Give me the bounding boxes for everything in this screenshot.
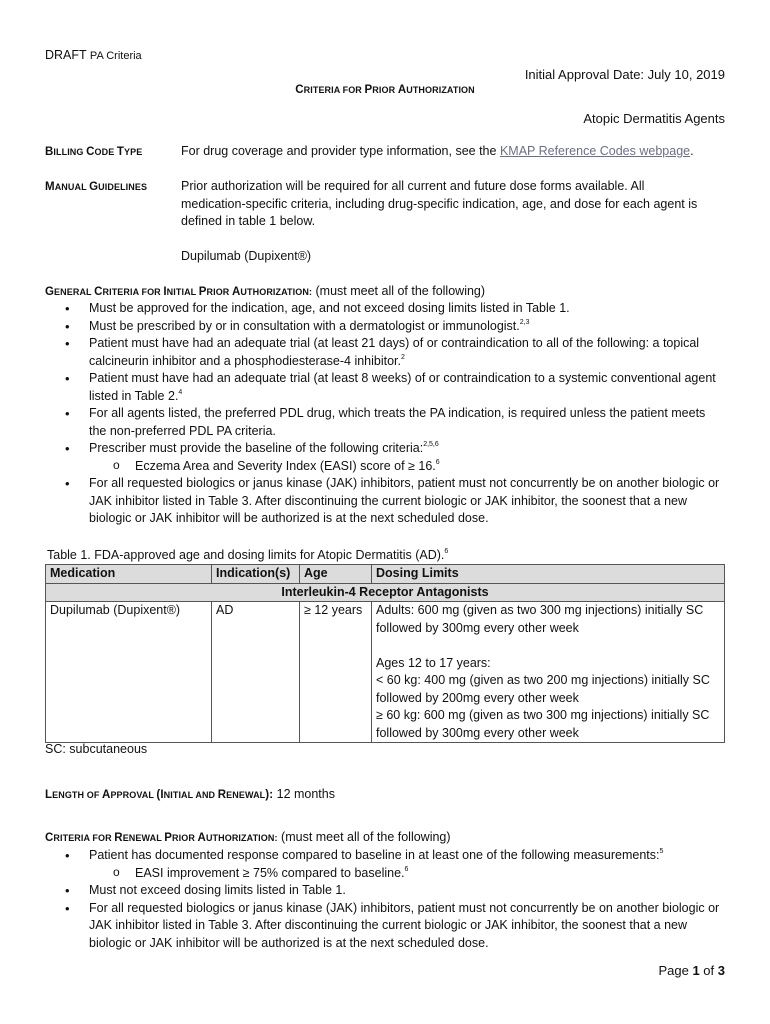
general-criteria-heading: GENERAL CRITERIA FOR INITIAL PRIOR AUTHORIZATION: (must meet all of the following)	[45, 284, 486, 298]
header-age: Age	[300, 565, 372, 584]
list-item: • Patient must have had an adequate trial (at least 8 weeks) of or contraindication to a systemic conventional agent listed in Table 2.$^4$	[45, 370, 725, 405]
page-number: Page 1 of 3	[658, 963, 725, 978]
kmap-reference-link[interactable]: KMAP Reference Codes webpage	[499, 144, 691, 158]
list-item: • For all agents listed, the preferred PDL drug, which treats the PA indication, is required unless the patient meets the non-preferred PDL PA criteria.	[45, 405, 725, 440]
table1-caption: Table 1. FDA-approved age and dosing limits for Atopic Dermatitis (AD).$^6$	[47, 548, 449, 562]
cell-medication: Dupilumab (Dupixent®)	[46, 602, 212, 743]
general-criteria-list	[45, 300, 725, 528]
table-group-row	[46, 583, 725, 602]
billing-code-label: BILLING CODE TYPE	[45, 146, 143, 158]
length-of-approval: LENGTH OF APPROVAL (INITIAL AND RENEWAL): 12 months	[45, 787, 335, 801]
manual-drug: Dupilumab (Dupixent®)	[181, 249, 312, 263]
dosing-limits-table	[45, 564, 725, 743]
drug-class: Atopic Dermatitis Agents	[583, 111, 725, 126]
header-indication: Indication(s)	[212, 565, 300, 584]
header-dosing-limits: Dosing Limits	[372, 565, 725, 584]
manual-guidelines-label: MANUAL GUIDELINES	[45, 181, 148, 193]
list-item: • For all requested biologics or janus kinase (JAK) inhibitors, patient must not concurrently be on another biologic or JAK inhibitor listed in Table 3. After discontinuing the current biologic or JAK inhibitor, the soonest that a new biologic or JAK inhibitor will be authorized is at the next scheduled dose.	[45, 900, 725, 953]
header-medication: Medication	[46, 565, 212, 584]
cell-indication: AD	[212, 602, 300, 743]
manual-guidelines-text: Prior authorization will be required for all current and future dose forms available. All medication-specific criteria, including drug-specific indication, age, and dose for each agent is defined in table 1 below.	[181, 179, 698, 228]
list-item: • Prescriber must provide the baseline of the following criteria:$^{2,5,6}$	[45, 440, 725, 458]
sub-list-item: o Eczema Area and Severity Index (EASI) score of ≥ 16.$^6$	[45, 458, 725, 476]
cell-age: ≥ 12 years	[300, 602, 372, 743]
initial-approval-date: Initial Approval Date: July 10, 2019	[524, 67, 725, 82]
page-title: CRITERIA FOR PRIOR AUTHORIZATION	[295, 84, 475, 96]
table-row	[46, 602, 725, 743]
draft-label: DRAFT PA Criteria	[45, 48, 142, 62]
billing-text: For drug coverage and provider type information, see the KMAP Reference Codes webpage.	[181, 144, 694, 158]
table-header-row	[46, 565, 725, 584]
list-item: • Must not exceed dosing limits listed in Table 1.	[45, 882, 725, 900]
renewal-criteria-list	[45, 847, 725, 952]
sub-list-item: o EASI improvement ≥ 75% compared to baseline.$^6$	[45, 865, 725, 883]
list-item: • For all requested biologics or janus kinase (JAK) inhibitors, patient must not concurrently be on another biologic or JAK inhibitor listed in Table 3. After discontinuing the current biologic or JAK inhibitor, the soonest that a new biologic or JAK inhibitor will be authorized is at the next scheduled dose.	[45, 475, 725, 528]
list-item: • Patient must have had an adequate trial (at least 21 days) of or contraindication to all of the following: a topical calcineurin inhibitor and a phosphodiesterase-4 inhibitor.$^2$	[45, 335, 725, 370]
group-label: Interleukin-4 Receptor Antagonists	[46, 583, 725, 602]
list-item: • Must be approved for the indication, age, and not exceed dosing limits listed in Table 1.	[45, 300, 725, 318]
list-item: • Must be prescribed by or in consultation with a dermatologist or immunologist.$^{2,3}$	[45, 318, 725, 336]
list-item: • Patient has documented response compared to baseline in at least one of the following measurements:$^5$	[45, 847, 725, 865]
cell-dosing: Adults: 600 mg (given as two 300 mg injections) initially SC followed by 300mg every other week Ages 12 to 17 years: < 60 kg: 400 mg (given as two 200 mg injections) initially SC followed by 200mg every other week ≥ 60 kg: 600 mg (given as two 300 mg injections) initially SC followed by 300mg every other week	[372, 602, 725, 743]
table1-footnote: SC: subcutaneous	[45, 742, 148, 756]
renewal-criteria-heading: CRITERIA FOR RENEWAL PRIOR AUTHORIZATION: (must meet all of the following)	[45, 830, 451, 844]
